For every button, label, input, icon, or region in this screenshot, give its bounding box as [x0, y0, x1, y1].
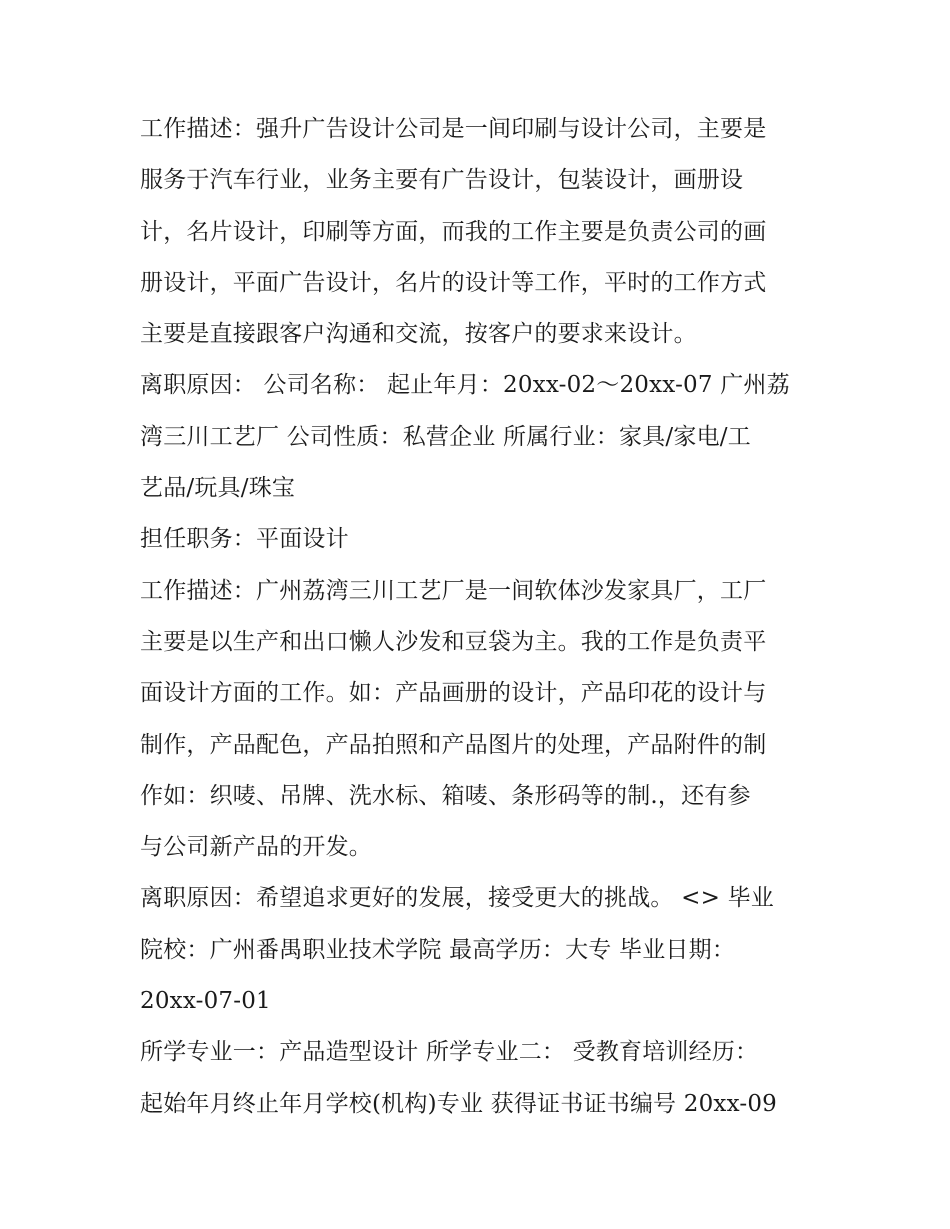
text-line: 离职原因： 公司名称： 起止年月：20xx-02～20xx-07 广州荔	[140, 372, 790, 399]
text-line: 工作描述：广州荔湾三川工艺厂是一间软体沙发家具厂，工厂	[140, 577, 767, 604]
text-line: 册设计，平面广告设计，名片的设计等工作，平时的工作方式	[140, 269, 767, 296]
text-line: 与公司新产品的开发。	[140, 834, 372, 861]
text-line: 计，名片设计，印刷等方面，而我的工作主要是负责公司的画	[140, 218, 767, 245]
text-line: 工作描述：强升广告设计公司是一间印刷与设计公司，主要是	[140, 116, 767, 142]
text-line: 主要是直接跟客户沟通和交流，按客户的要求来设计。	[140, 321, 697, 348]
text-line: 起始年月终止年月学校(机构)专业 获得证书证书编号 20xx-09	[140, 1090, 778, 1117]
text-line: 制作，产品配色，产品拍照和产品图片的处理，产品附件的制	[140, 731, 767, 758]
text-line: 担任职务：平面设计	[140, 526, 349, 553]
text-line: 所学专业一：产品造型设计 所学专业二： 受教育培训经历：	[140, 1039, 759, 1066]
text-line: 院校：广州番禺职业技术学院 最高学历：大专 毕业日期：	[140, 936, 736, 963]
text-line: 湾三川工艺厂 公司性质：私营企业 所属行业：家具/家电/工	[140, 423, 751, 450]
text-line: 艺品/玩具/珠宝	[140, 475, 296, 502]
text-line: 主要是以生产和出口懒人沙发和豆袋为主。我的工作是负责平	[140, 628, 767, 655]
text-line: 面设计方面的工作。如：产品画册的设计，产品印花的设计与	[140, 680, 767, 707]
text-line: 服务于汽车行业，业务主要有广告设计，包装设计，画册设	[140, 167, 744, 194]
document-body	[140, 104, 812, 1130]
text-line: 20xx-07-01	[140, 988, 271, 1015]
text-line: 离职原因：希望追求更好的发展，接受更大的挑战。 <> 毕业	[140, 885, 774, 912]
text-line: 作如：织唛、吊牌、洗水标、箱唛、条形码等的制.，还有参	[140, 782, 751, 809]
